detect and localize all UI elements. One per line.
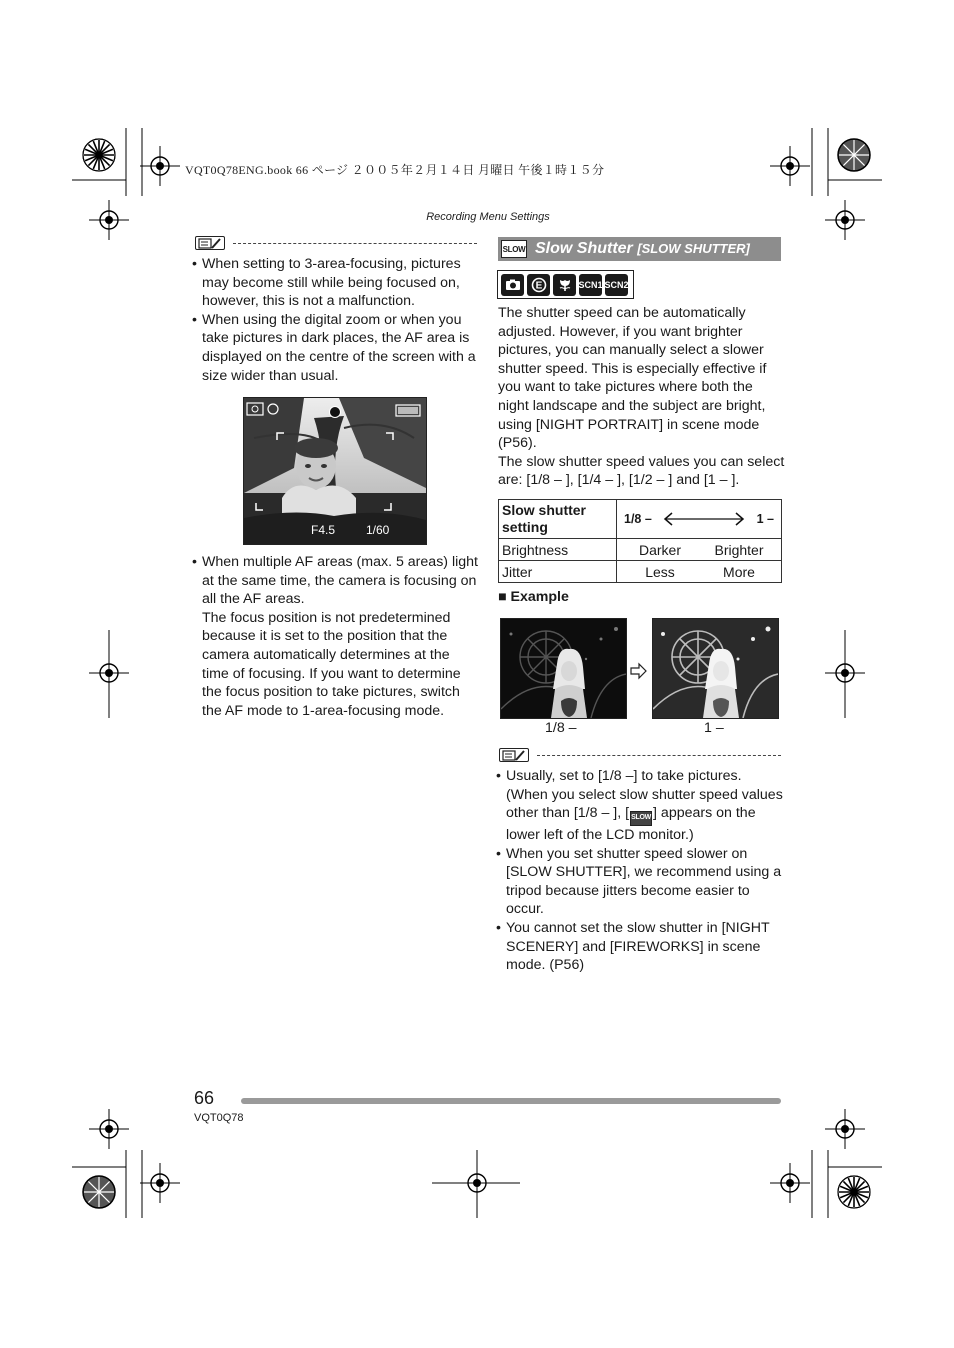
table-cell: Jitter — [499, 561, 617, 583]
table-row — [499, 561, 782, 583]
slow-shutter-notes — [496, 767, 786, 975]
note-pencil-icon — [499, 748, 529, 762]
printer-slug: VQT0Q78ENG.book 66 ページ ２００５年２月１４日 月曜日 午後１時１５分 — [185, 163, 605, 177]
list-item: • When you set shutter speed slower on [SLOW SHUTTER], we recommend using a tripod because jitters become easier to occur. — [496, 845, 786, 919]
example-photo-bright — [652, 618, 779, 719]
macro-icon — [553, 274, 576, 296]
scale-left-label: 1/8 – — [624, 512, 652, 526]
multi-af-note — [192, 553, 478, 720]
note-text: ] appears on the lower left of the LCD monitor.) — [506, 805, 756, 843]
scn2-icon: SCN2 — [605, 274, 628, 296]
document-code: VQT0Q78 — [194, 1112, 244, 1124]
table-cell — [617, 539, 782, 561]
note-pencil-icon — [195, 236, 225, 250]
table-header-label: Slow shutter setting — [499, 500, 617, 539]
example-caption-right: 1 – — [704, 720, 724, 736]
scn1-icon: SCN1 — [579, 274, 602, 296]
economy-icon — [527, 274, 550, 296]
table-header-row — [499, 500, 782, 539]
table-row — [499, 539, 782, 561]
example-heading: ■ Example — [498, 589, 569, 605]
table-cell-right: Brighter — [714, 541, 764, 558]
slow-shutter-icon: SLOW — [501, 240, 527, 258]
table-cell-right: More — [723, 563, 755, 580]
note-divider — [537, 755, 781, 756]
page-rule — [241, 1098, 781, 1104]
table-cell — [617, 561, 782, 583]
slow-shutter-indicator-icon: SLOW — [630, 811, 652, 826]
note-header-left — [195, 235, 477, 251]
lcd-example-image — [243, 397, 427, 545]
list-item — [496, 767, 786, 845]
af-note-list — [192, 255, 478, 385]
arrow-right-icon — [630, 662, 648, 680]
svg-text:E: E — [535, 280, 542, 291]
table-cell-left: Less — [645, 563, 675, 580]
example-caption-left: 1/8 – — [545, 720, 577, 736]
applicable-modes — [497, 270, 634, 299]
note-divider — [233, 243, 477, 244]
note-header-right — [499, 747, 781, 763]
camera-icon — [501, 274, 524, 296]
page-number: 66 — [194, 1088, 215, 1108]
list-item: • You cannot set the slow shutter in [NIGHT SCENERY] and [FIREWORKS] in scene mode. (P56) — [496, 919, 786, 975]
example-photo-dark — [500, 618, 627, 719]
section-title-bracket: [SLOW SHUTTER] — [637, 241, 750, 256]
table-header-scale — [617, 500, 782, 539]
shutter-readout: 1/60 — [366, 523, 390, 537]
scale-right-label: 1 – — [756, 512, 774, 526]
running-head: Recording Menu Settings — [426, 211, 550, 223]
section-title-main: Slow Shutter — [535, 240, 633, 257]
section-title-bar — [498, 237, 781, 261]
shutter-table — [498, 499, 782, 583]
table-cell: Brightness — [499, 539, 617, 561]
double-arrow-icon — [662, 512, 746, 526]
aperture-readout: F4.5 — [311, 523, 336, 537]
list-item: • When using the digital zoom or when you take pictures in dark places, the AF area is displayed on the centre of the screen with a size wider than usual. — [192, 311, 478, 385]
section-title — [535, 240, 750, 258]
list-item: • When setting to 3-area-focusing, pictures may become still while being focused on, however, this is not a malfunction. — [192, 255, 478, 311]
table-cell-left: Darker — [638, 541, 681, 558]
section-intro: The shutter speed can be automatically adjusted. However, if you want brighter pictures, you can manually select a slower shutter speed. This is especially effective if you want to take pictures where both the night landscape and the subject are bright, using [NIGHT PORTRAIT] in scene mode (P56). The slow shutter speed values you can select are: [1/8 – ], [1/4 – ], [1/2 – ] and [1 – ]. — [498, 305, 785, 489]
list-item: • When multiple AF areas (max. 5 areas) light at the same time, the camera is focusing on all the AF areas. The focus position is not predetermined because it is set to the position that the camera automatically determines at the time of focusing. If you want to determine the focus position to take pictures, switch the AF mode to 1-area-focusing mode. — [192, 553, 478, 720]
note-text: Usually, set to [1/8 –] to take pictures. (When you select slow shutter speed values other than [1/8 – ], [ — [506, 768, 783, 822]
